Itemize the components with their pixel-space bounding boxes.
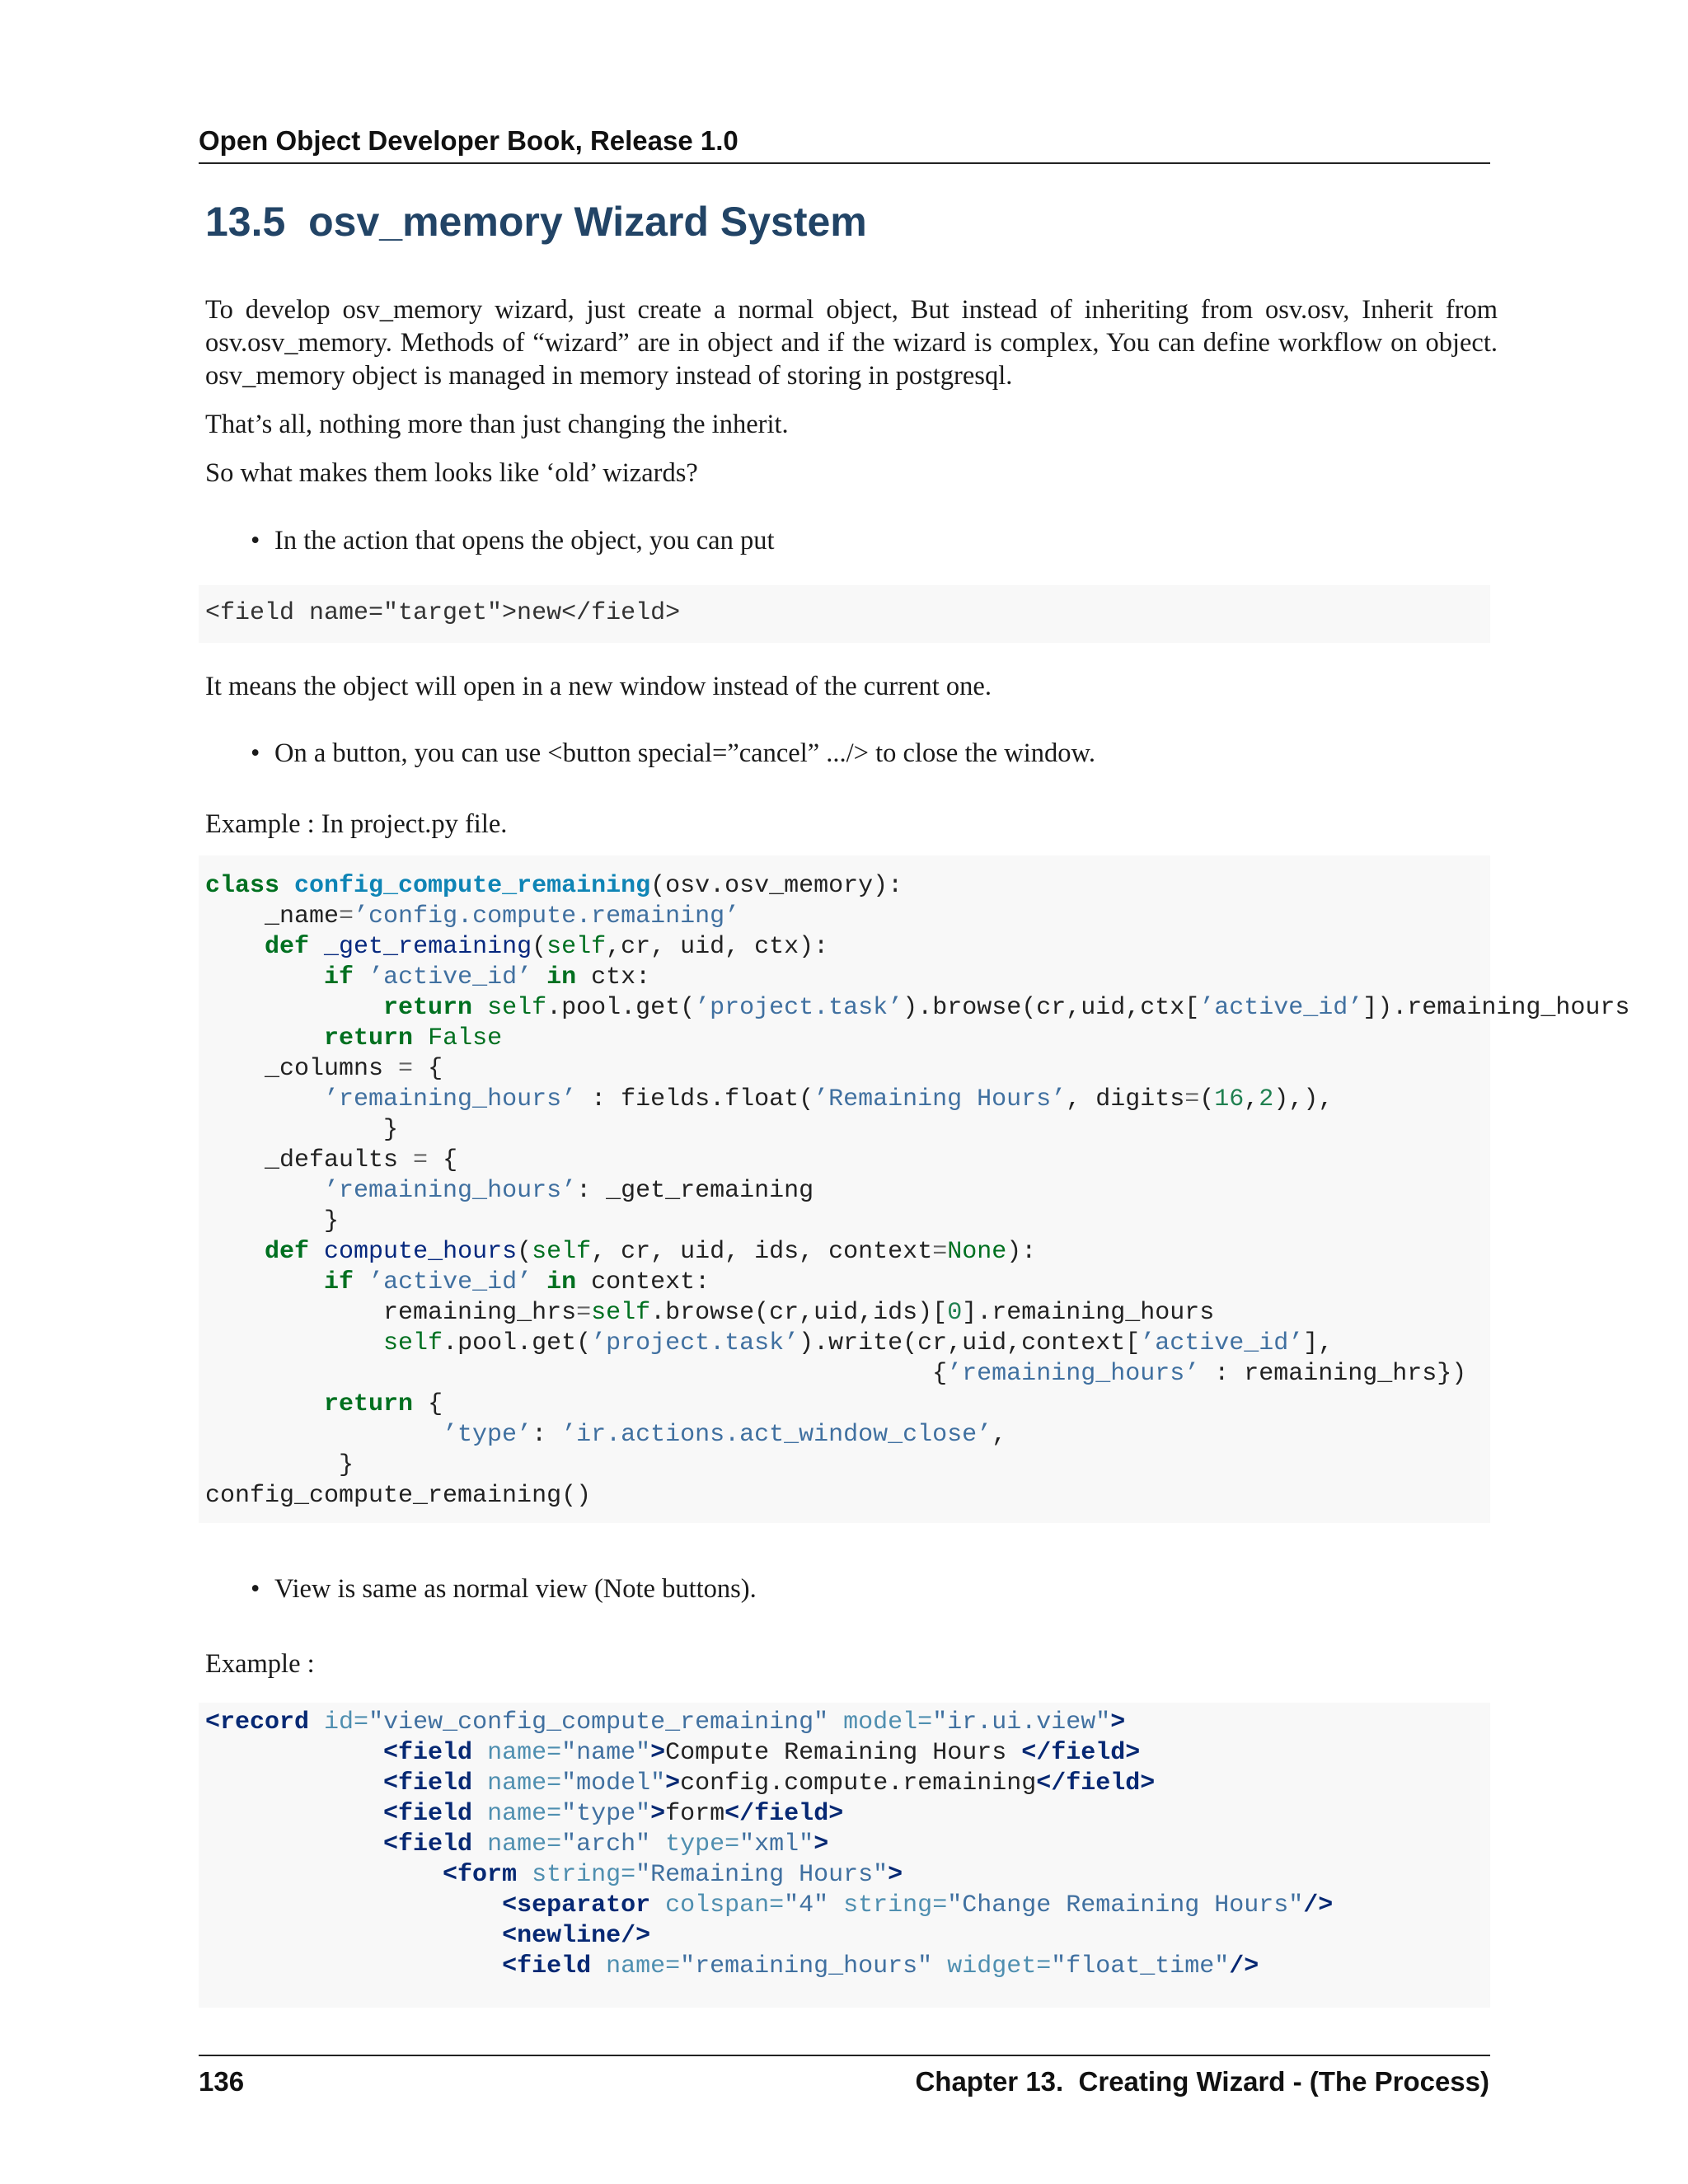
py-line-5: return self.pool.get(’project.task’).browse(cr,uid,ctx[’active_id’]).remaining_hours (383, 994, 1630, 1022)
py-line-2: _name=’config.compute.remaining’ (205, 902, 740, 930)
py-line-9: } (383, 1116, 399, 1144)
footer-rule (199, 2055, 1490, 2056)
header-rule (199, 162, 1490, 164)
py-line-10: _defaults = { (205, 1146, 458, 1174)
bullet-1-text: In the action that opens the object, you can put (274, 526, 775, 555)
py-line-20: } (339, 1451, 354, 1479)
what-makes-paragraph: So what makes them looks like ‘old’ wizards? (205, 458, 698, 488)
section-heading (205, 198, 867, 246)
running-header: Open Object Developer Book, Release 1.0 (199, 125, 738, 156)
bullet-marker: • (251, 1574, 260, 1604)
page-number: 136 (199, 2066, 245, 2097)
intro-line-2: osv.osv_memory. Methods of “wizard” are in object and if the wizard is complex, You can define workflow on object. (205, 328, 1498, 358)
py-line-15: remaining_hrs=self.browse(cr,uid,ids)[0].remaining_hours (383, 1299, 1215, 1327)
section-title: osv_memory Wizard System (308, 199, 867, 245)
example-1-label: Example : In project.py file. (205, 809, 508, 839)
py-line-18: return { (324, 1390, 443, 1418)
xml-line-8: <newline/> (502, 1922, 651, 1950)
py-line-14: if ’active_id’ in context: (324, 1268, 710, 1296)
py-line-7: _columns = { (205, 1055, 443, 1083)
bullet-3-text: View is same as normal view (Note buttons). (274, 1574, 757, 1604)
bullet-marker: • (251, 526, 260, 555)
py-line-11: ’remaining_hours’: _get_remaining (324, 1177, 814, 1205)
xml-line-5: <field name="arch" type="xml"> (383, 1830, 829, 1858)
py-line-3: def _get_remaining(self,cr, uid, ctx): (265, 933, 829, 961)
xml-line-2: <field name="name">Compute Remaining Hours </field> (383, 1739, 1141, 1767)
py-line-6: return False (324, 1024, 503, 1052)
xml-line-4: <field name="type">form</field> (383, 1800, 844, 1828)
intro-line-3: osv_memory object is managed in memory instead of storing in postgresql. (205, 361, 1013, 391)
xml-line-7: <separator colspan="4" string="Change Remaining Hours"/> (502, 1891, 1334, 1919)
bullet-2-text: On a button, you can use <button special=”cancel” .../> to close the window. (274, 738, 1096, 768)
xml-line-3: <field name="model">config.compute.remaining</field> (383, 1769, 1156, 1797)
py-line-12: } (324, 1207, 340, 1235)
chapter-title: Chapter 13. Creating Wizard - (The Process) (915, 2066, 1489, 2097)
intro-line-1: To develop osv_memory wizard, just create a normal object, But instead of inheriting from osv.osv, Inherit from (205, 295, 1498, 325)
code-target-line: <field name="target">new</field> (205, 599, 681, 627)
section-number: 13.5 (205, 199, 286, 245)
thats-all-paragraph: That’s all, nothing more than just changing the inherit. (205, 410, 789, 439)
py-line-13: def compute_hours(self, cr, uid, ids, context=None): (265, 1238, 1037, 1266)
py-line-19: ’type’: ’ir.actions.act_window_close’, (443, 1421, 1007, 1449)
bullet-marker: • (251, 738, 260, 768)
py-line-1: class config_compute_remaining(osv.osv_memory): (205, 872, 903, 900)
xml-line-6: <form string="Remaining Hours"> (443, 1861, 903, 1889)
py-line-4: if ’active_id’ in ctx: (324, 963, 651, 991)
py-line-8: ’remaining_hours’ : fields.float(’Remaining Hours’, digits=(16,2),), (324, 1085, 1334, 1113)
xml-line-9: <field name="remaining_hours" widget="float_time"/> (502, 1952, 1259, 1980)
example-2-label: Example : (205, 1649, 315, 1679)
py-line-17: {’remaining_hours’ : remaining_hrs}) (932, 1360, 1467, 1388)
xml-line-1: <record id="view_config_compute_remaining" model="ir.ui.view"> (205, 1708, 1126, 1736)
it-means-paragraph: It means the object will open in a new window instead of the current one. (205, 672, 992, 701)
py-line-21: config_compute_remaining() (205, 1482, 592, 1510)
py-line-16: self.pool.get(’project.task’).write(cr,uid,context[’active_id’], (383, 1329, 1334, 1357)
